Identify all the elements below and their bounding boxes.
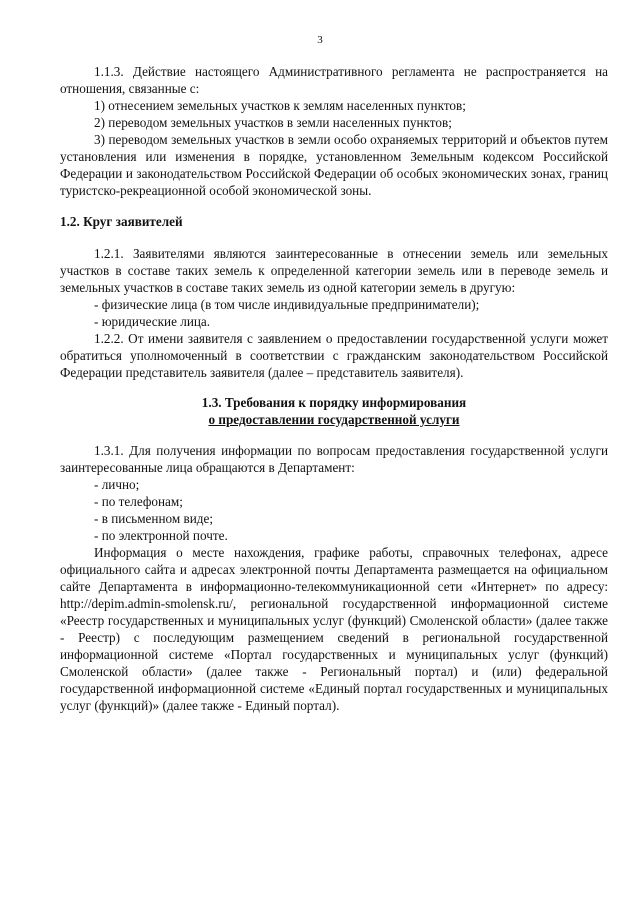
list-item: - физические лица (в том числе индивидуальные предприниматели);: [94, 297, 480, 312]
section-1-2-2-paragraph: 1.2.2. От имени заявителя с заявлением о предоставлении государственной услуги может обратиться уполномоченный в соответствии с гражданским законодательством Российской Федерации представитель заявителя (далее – представитель заявителя).: [60, 331, 608, 380]
list-item: 2) переводом земельных участков в земли населенных пунктов;: [94, 115, 452, 130]
section-1-1-3-intro: 1.1.3. Действие настоящего Административного регламента не распространяется на отношения, связанные с:: [60, 64, 608, 96]
list-item: 3) переводом земельных участков в земли особо охраняемых территорий и объектов путем установления или изменения в порядке, установленном Земельным кодексом Российской Федерации и законодательством Российской Федерации об особых экономических зонах, границ туристско-рекреационной особой экономической зоны.: [60, 132, 608, 198]
list-item: - по телефонам;: [94, 494, 183, 509]
list-item: 1) отнесением земельных участков к землям населенных пунктов;: [94, 98, 466, 113]
page-content: [60, 63, 608, 714]
page-number: 3: [317, 34, 323, 46]
list-item: - в письменном виде;: [94, 511, 214, 526]
section-1-3-heading: [60, 394, 608, 428]
list-item: - лично;: [94, 477, 140, 492]
section-1-3-heading-line1: 1.3. Требования к порядку информирования: [201, 395, 467, 410]
section-1-2-heading: 1.2. Круг заявителей: [60, 214, 183, 229]
list-item: - юридические лица.: [94, 314, 211, 329]
list-item: - по электронной почте.: [94, 528, 228, 543]
section-1-3-1-paragraph: 1.3.1. Для получения информации по вопросам предоставления государственной услуги заинтересованные лица обращаются в Департамент:: [60, 443, 608, 475]
section-1-3-heading-line2: о предоставлении государственной услуги: [208, 412, 460, 427]
section-1-2-1-paragraph: 1.2.1. Заявителями являются заинтересованные в отнесении земель или земельных участков в составе таких земель к определенной категории земель или в переводе земель и земельных участков в составе таких земель из одной категории земель в другую:: [60, 246, 608, 295]
section-1-3-info-paragraph: Информация о месте нахождения, графике работы, справочных телефонах, адресе официального сайта и адресах электронной почты Департамента размещается на официальном сайте Департамента в информационно-телекоммуникационной сети «Интернет» по адресу: http://depim.admin-smolensk.ru/, региональной государственной информационной системе «Реестр государственных и муниципальных услуг (функций) Смоленской области» (далее также - Реестр) с последующим размещением сведений в региональной государственной информационной системе «Портал государственных и муниципальных услуг (функций) Смоленской области» (далее также - Региональный портал) и (или) федеральной государственной информационной системе «Единый портал государственных и муниципальных услуг (функций)» (далее также - Единый портал).: [60, 545, 608, 713]
